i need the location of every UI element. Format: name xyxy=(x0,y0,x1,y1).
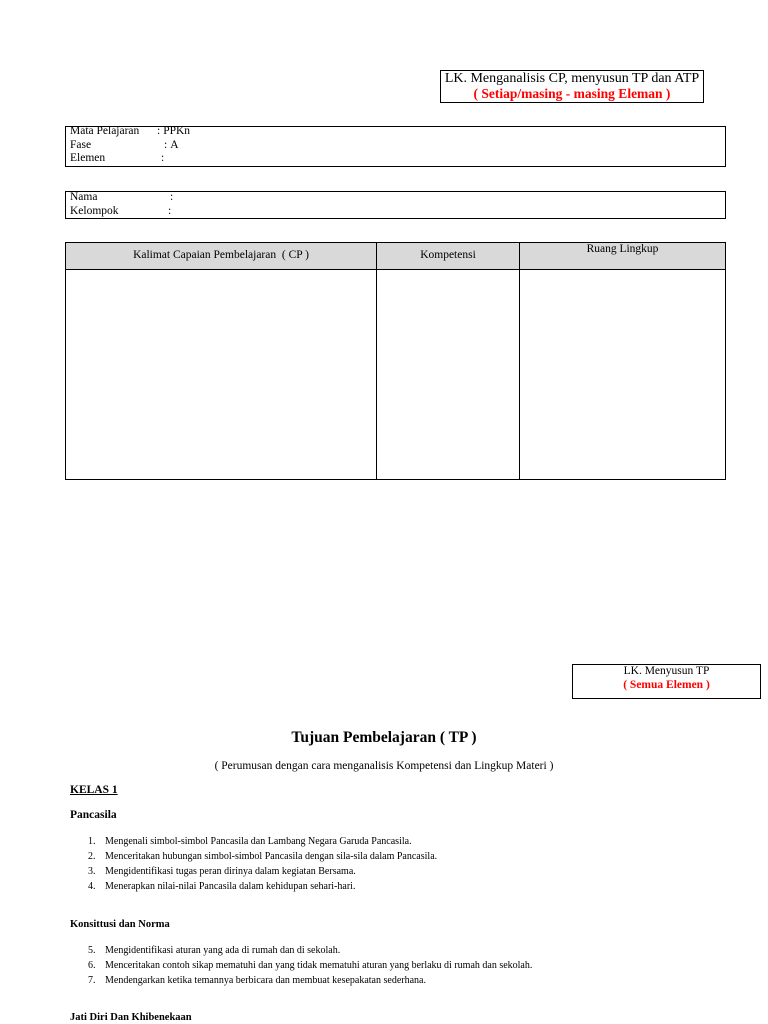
field-value: PPKn xyxy=(163,125,191,137)
field-label: Kelompok xyxy=(70,204,119,217)
body-cell-ruang-lingkup xyxy=(520,270,725,479)
header-cell-kompetensi xyxy=(377,243,520,269)
objective-text: Menerapkan nilai-nilai Pancasila dalam kehidupan sehari-hari. xyxy=(105,880,356,892)
table-body-row xyxy=(66,270,725,479)
section-title: Tujuan Pembelajaran ( TP ) xyxy=(291,729,477,746)
objective-number: 2. xyxy=(88,850,96,862)
student-info-box xyxy=(65,191,726,219)
info-row-nama xyxy=(70,191,470,205)
field-value-group xyxy=(157,125,190,139)
field-value-group xyxy=(164,139,179,153)
header-label-ruang-lingkup: Ruang Lingkup xyxy=(586,243,659,255)
subject-info-box xyxy=(65,126,726,167)
objective-text: Mengidentifikasi aturan yang ada di rumah dan di sekolah. xyxy=(105,944,341,956)
field-label: Mata Pelajaran xyxy=(70,125,140,137)
objective-list-konstitusi-norma xyxy=(70,943,710,989)
info-row-mata-pelajaran xyxy=(70,125,470,139)
subject-info-rows xyxy=(70,125,470,166)
objective-item xyxy=(70,958,710,973)
objective-item xyxy=(70,864,710,879)
objective-number: 7. xyxy=(88,975,96,987)
objective-item xyxy=(70,849,710,864)
objective-list-pancasila xyxy=(70,834,710,894)
info-row-elemen xyxy=(70,152,470,166)
objective-item xyxy=(70,973,710,988)
field-label: Nama xyxy=(70,191,98,203)
field-label: Fase xyxy=(70,138,92,151)
info-row-fase xyxy=(70,139,470,153)
body-cell-cp xyxy=(66,270,377,479)
group-heading-pancasila: Pancasila xyxy=(70,809,117,821)
header-label-cp: Kalimat Capaian Pembelajaran ( CP ) xyxy=(133,249,309,262)
field-separator: : xyxy=(161,152,165,164)
objective-item xyxy=(70,943,710,958)
class-heading: KELAS 1 xyxy=(70,784,118,796)
worksheet-label-box xyxy=(440,70,704,103)
header-cell-cp xyxy=(66,243,377,269)
field-value-group xyxy=(170,191,176,205)
objective-text: Menceritakan contoh sikap mematuhi dan yang tidak mematuhi aturan yang berlaku di rumah dan sekolah. xyxy=(105,959,533,971)
group-heading-jati-diri: Jati Diri Dan Khibenekaan xyxy=(70,1012,192,1023)
group-heading-konstitusi-norma: Konsittusi dan Norma xyxy=(70,919,170,930)
info-row-kelompok xyxy=(70,205,470,219)
field-label: Elemen xyxy=(70,152,106,164)
field-separator: : xyxy=(164,138,168,151)
worksheet-label-subtitle: ( Setiap/masing - masing Eleman ) xyxy=(473,86,671,101)
field-separator: : xyxy=(168,204,172,217)
header-cell-ruang-lingkup xyxy=(520,243,725,269)
section-subtitle: ( Perumusan dengan cara menganalisis Kompetensi dan Lingkup Materi ) xyxy=(214,760,554,772)
objective-number: 6. xyxy=(88,959,96,971)
field-value-group xyxy=(168,205,174,219)
header-label-kompetensi: Kompetensi xyxy=(420,249,476,262)
objective-text: Menceritakan hubungan simbol-simbol Pancasila dengan sila-sila dalam Pancasila. xyxy=(105,850,438,862)
student-info-rows xyxy=(70,191,470,218)
body-cell-kompetensi xyxy=(377,270,520,479)
objective-text: Mengenali simbol-simbol Pancasila dan Lambang Negara Garuda Pancasila. xyxy=(105,835,412,847)
tp-label-subtitle: ( Semua Elemen ) xyxy=(623,678,710,691)
field-value: A xyxy=(170,138,179,151)
objective-item xyxy=(70,879,710,894)
worksheet-label-title: LK. Menganalisis CP, menyusun TP dan ATP xyxy=(444,71,700,86)
field-value-group xyxy=(161,152,167,166)
objective-number: 1. xyxy=(88,835,96,847)
objective-number: 3. xyxy=(88,865,96,877)
objective-text: Mendengarkan ketika temannya berbicara dan membuat kesepakatan sederhana. xyxy=(105,975,426,987)
table-header-row xyxy=(66,243,725,270)
objective-text: Mengidentifikasi tugas peran dirinya dalam kegiatan Bersama. xyxy=(105,865,356,877)
tp-label-box xyxy=(572,664,761,699)
cp-analysis-table xyxy=(65,242,726,480)
objective-item xyxy=(70,834,710,849)
tp-label-title: LK. Menyusun TP xyxy=(623,665,710,677)
field-separator: : xyxy=(170,191,174,203)
objective-number: 5. xyxy=(88,944,96,956)
objective-number: 4. xyxy=(88,880,96,892)
field-separator: : xyxy=(157,125,161,137)
